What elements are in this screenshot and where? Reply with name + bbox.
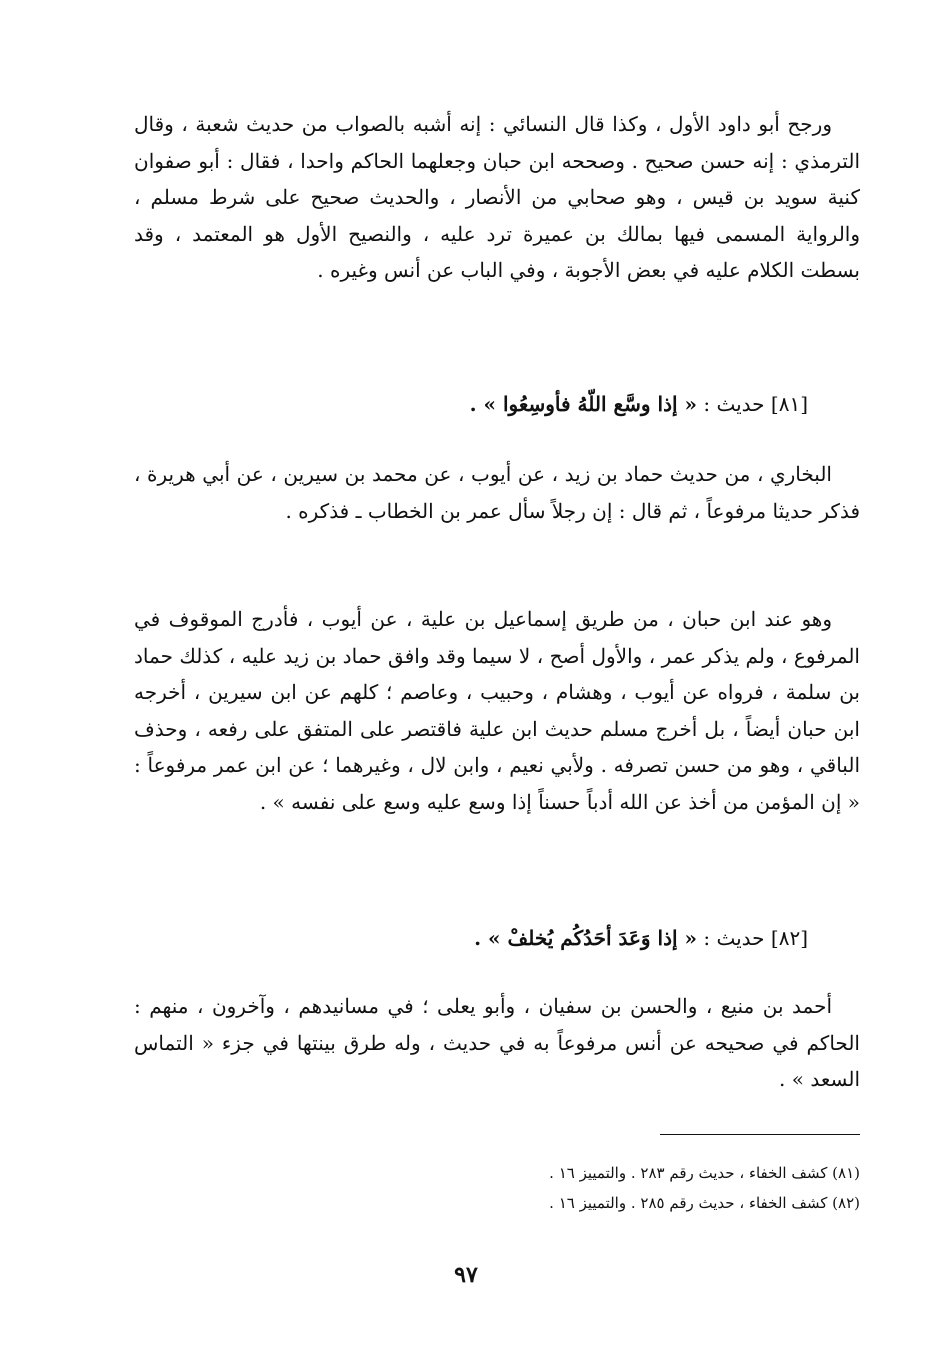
hadith-text: « إذا وَعَدَ أحَدُكُم يُخلفْ » . — [474, 926, 698, 950]
footnote-separator — [660, 1134, 860, 1135]
hadith-heading-81 — [134, 386, 860, 422]
footnotes — [134, 1158, 860, 1218]
paragraph-4 — [134, 988, 860, 1098]
paragraph-3 — [134, 601, 860, 820]
hadith-text: « إذا وسَّع اللّهُ فأوسِعُوا » . — [469, 392, 698, 416]
page-number: ٩٧ — [454, 1262, 478, 1288]
paragraph-text: أحمد بن منيع ، والحسن بن سفيان ، وأبو يعلى ؛ في مسانيدهم ، وآخرون ، منهم : الحاكم في صحيحه عن أنس مرفوعاً به في حديث ، وله طرق بينتها في جزء « التماس السعد » . — [134, 994, 860, 1091]
hadith-number: [٨٢] حديث : — [703, 926, 808, 950]
paragraph-2 — [134, 456, 860, 529]
paragraph-text: البخاري ، من حديث حماد بن زيد ، عن أيوب ، عن محمد بن سيرين ، عن أبي هريرة ، فذكر حديثا مرفوعاً ، ثم قال : إن رجلاً سأل عمر بن الخطاب ـ فذكره . — [134, 462, 860, 523]
paragraph-text: وهو عند ابن حبان ، من طريق إسماعيل بن علية ، عن أيوب ، فأدرج الموقوف في المرفوع ، ولم يذكر عمر ، والأول أصح ، لا سيما وقد وافق حماد بن زيد عليه ، كذلك حماد بن سلمة ، فرواه عن أيوب ، وهشام ، وحبيب ، وعاصم ؛ كلهم عن ابن سيرين ، أخرجه ابن حبان أيضاً ، بل أخرج مسلم حديث ابن علية فاقتصر على المتفق على رفعه ، وحذف الباقي ، وهو من حسن تصرفه . ولأبي نعيم ، وابن لال ، وغيرهما ؛ عن ابن عمر مرفوعاً : « إن المؤمن من أخذ عن الله أدباً حسناً إذا وسع عليه وسع على نفسه » . — [134, 607, 860, 814]
hadith-heading-82 — [134, 920, 860, 956]
footnote-81: (٨١) كشف الخفاء ، حديث رقم ٢٨٣ . والتمييز ١٦ . — [549, 1164, 860, 1182]
paragraph-text: ورجح أبو داود الأول ، وكذا قال النسائي : إنه أشبه بالصواب من حديث شعبة ، وقال الترمذي : إنه حسن صحيح . وصححه ابن حبان وجعلهما الحاكم واحدا ، فقال : أبو صفوان كنية سويد بن قيس ، وهو صحابي من الأنصار ، والحديث صحيح على شرط مسلم ، والرواية المسمى فيها بمالك بن عميرة ترد عليه ، والنصيح الأول هو المعتمد ، وقد بسطت الكلام عليه في بعض الأجوبة ، وفي الباب عن أنس وغيره . — [134, 112, 860, 282]
hadith-number: [٨١] حديث : — [703, 392, 808, 416]
footnote-82: (٨٢) كشف الخفاء ، حديث رقم ٢٨٥ . والتمييز ١٦ . — [549, 1194, 860, 1212]
paragraph-1 — [134, 106, 860, 289]
